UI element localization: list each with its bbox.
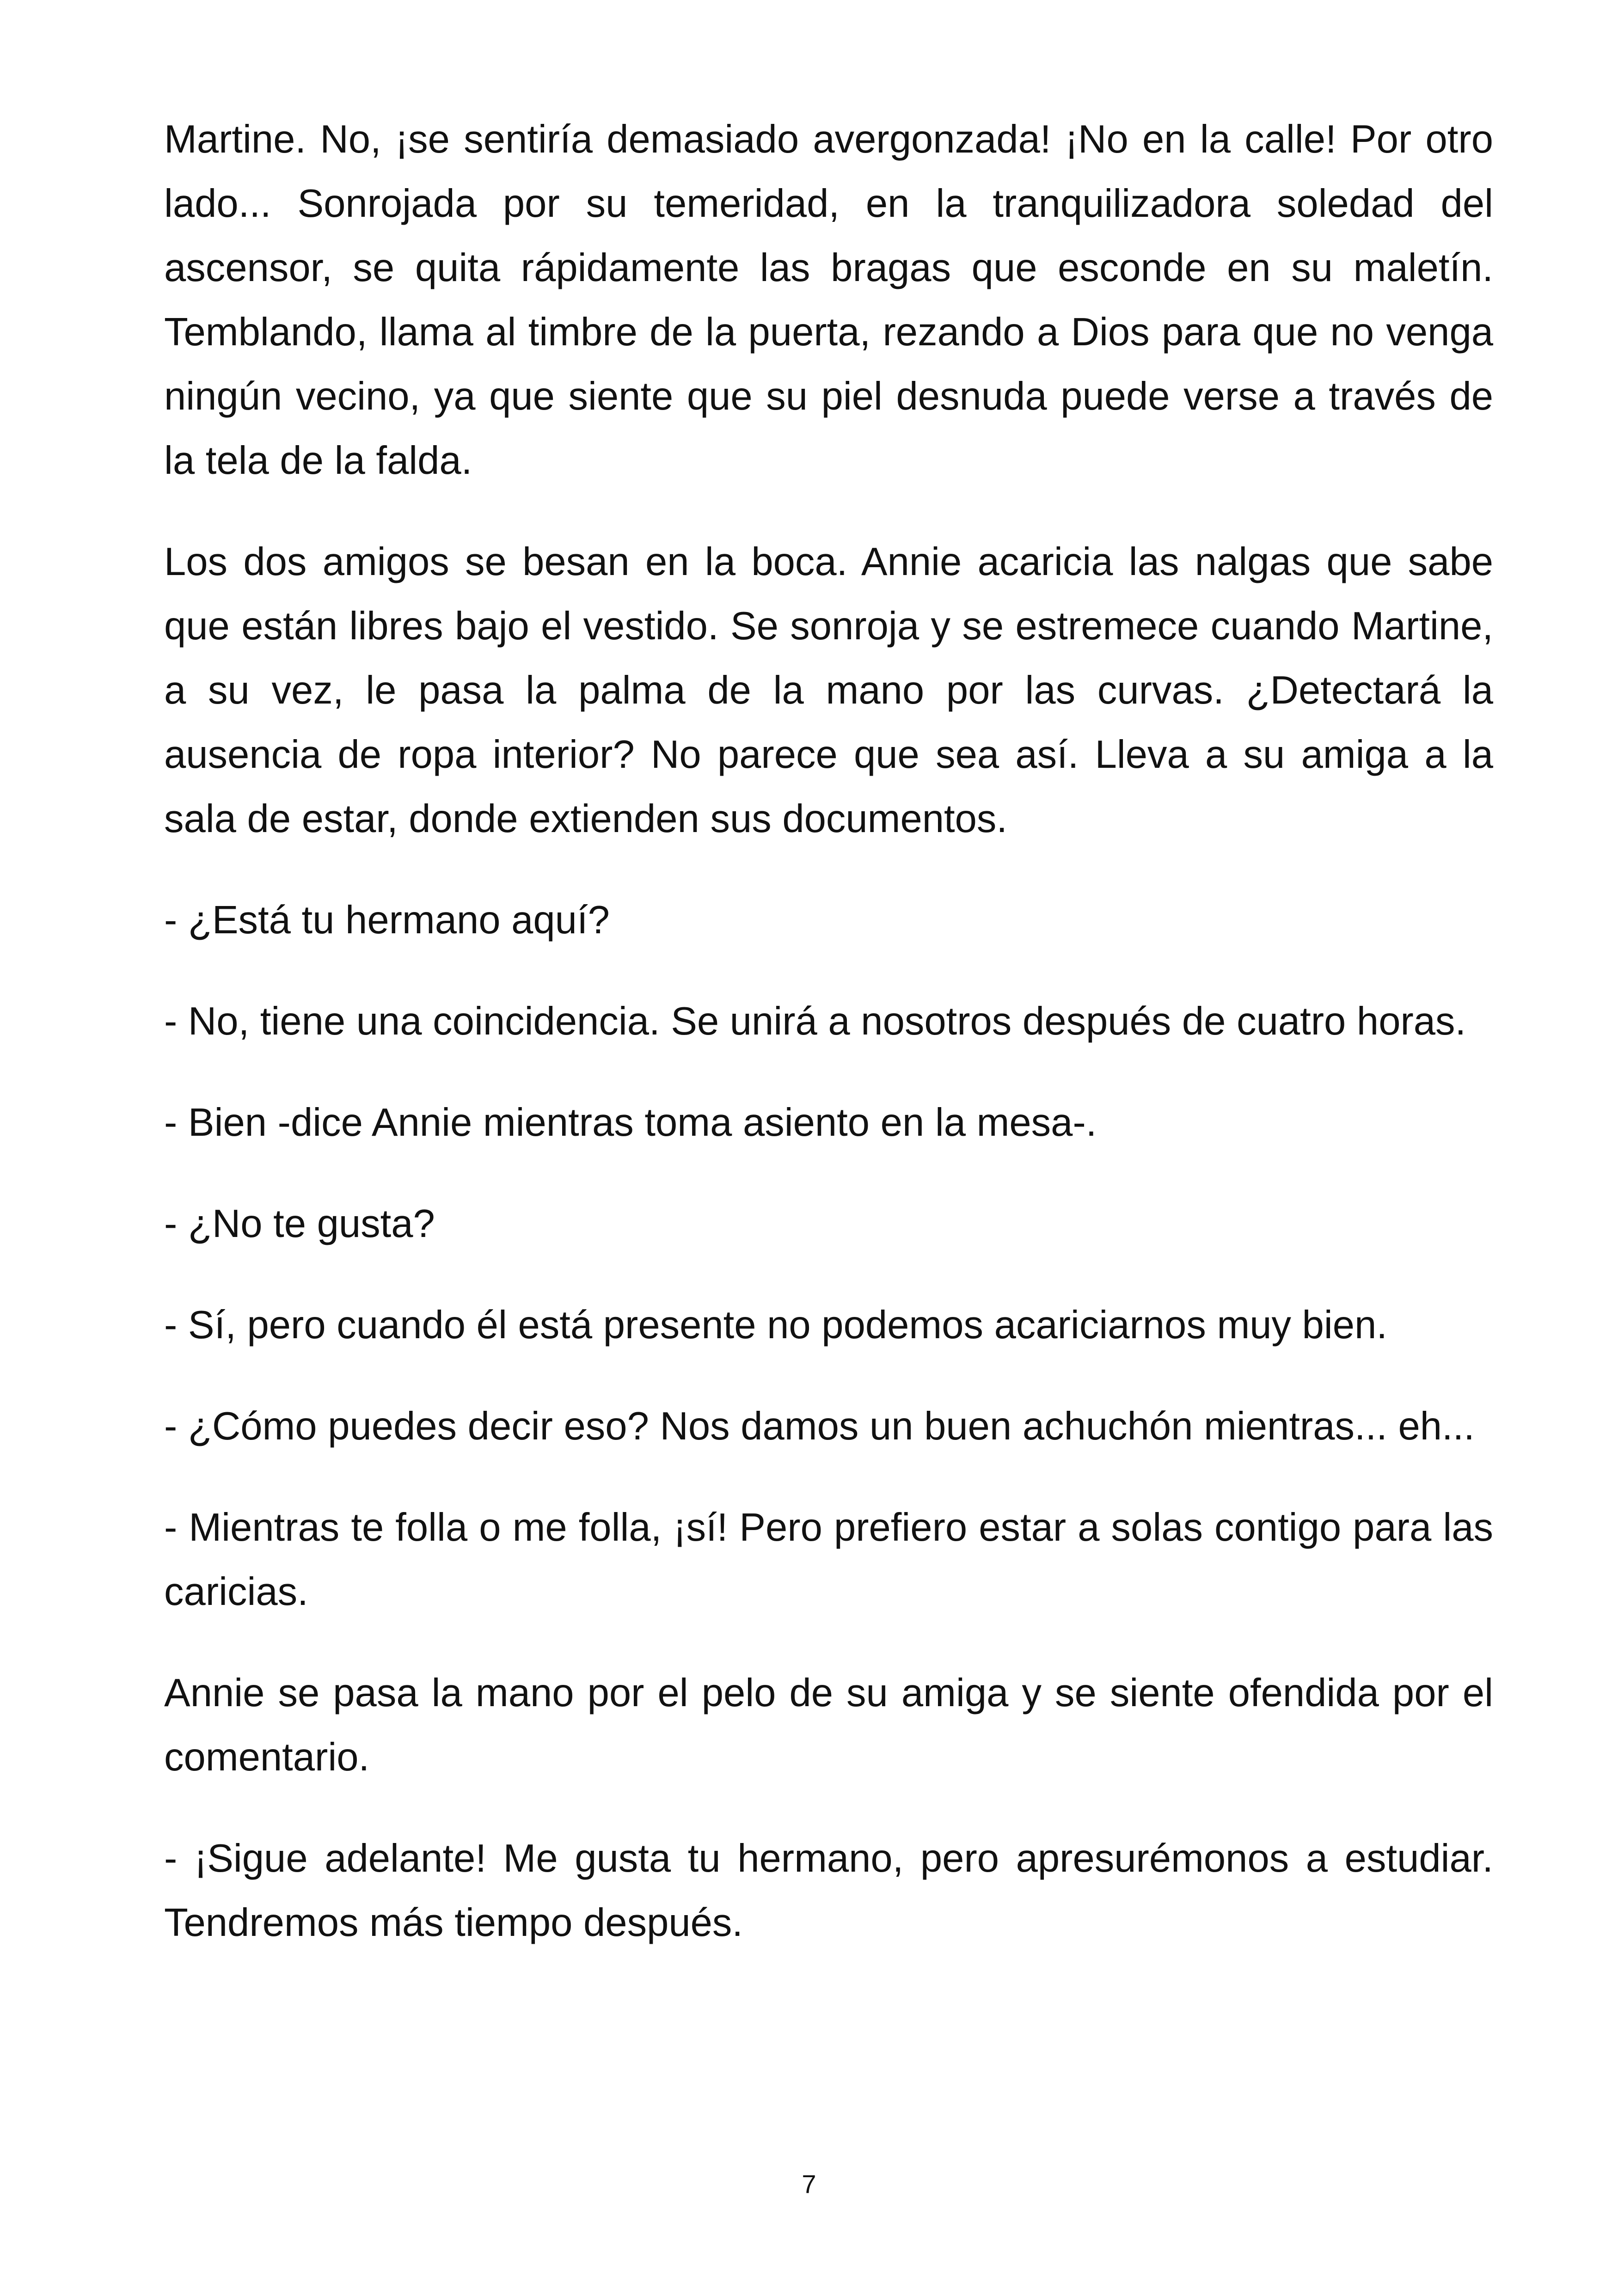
dialogue-line: - ¿Cómo puedes decir eso? Nos damos un buen achuchón mientras... eh... [164, 1404, 1475, 1448]
paragraph: Los dos amigos se besan en la boca. Annie acaricia las nalgas que sabe que están libres bajo el vestido. Se sonroja y se estremece cuando Martine, a su vez, le pasa la palma de la mano por las curvas. ¿Detectará la ausencia de ropa interior? No parece que sea así. Lleva a su amiga a la sala de estar, donde extienden sus documentos. [164, 540, 1493, 841]
dialogue-line: - Mientras te folla o me folla, ¡sí! Pero prefiero estar a solas contigo para las caricias. [164, 1506, 1493, 1614]
dialogue-line: - Bien -dice Annie mientras toma asiento en la mesa-. [164, 1101, 1097, 1145]
dialogue-line: - No, tiene una coincidencia. Se unirá a nosotros después de cuatro horas. [164, 999, 1466, 1043]
dialogue-line: - ¿Está tu hermano aquí? [164, 898, 610, 942]
dialogue-line: - Sí, pero cuando él está presente no podemos acariciarnos muy bien. [164, 1303, 1387, 1347]
paragraph: Martine. No, ¡se sentiría demasiado avergonzada! ¡No en la calle! Por otro lado... Sonrojada por su temeridad, en la tranquilizadora soledad del ascensor, se quita rápidamente las bragas que esconde en su maletín. Temblando, llama al timbre de la puerta, rezando a Dios para que no venga ningún vecino, ya que siente que su piel desnuda puede verse a través de la tela de la falda. [164, 117, 1493, 483]
page-number: 7 [802, 2169, 816, 2198]
body-text [164, 107, 1493, 1992]
dialogue-line: - ¡Sigue adelante! Me gusta tu hermano, pero apresurémonos a estudiar. Tendremos más tiempo después. [164, 1837, 1493, 1945]
paragraph: Annie se pasa la mano por el pelo de su amiga y se siente ofendida por el comentario. [164, 1671, 1493, 1779]
dialogue-line: - ¿No te gusta? [164, 1202, 435, 1246]
